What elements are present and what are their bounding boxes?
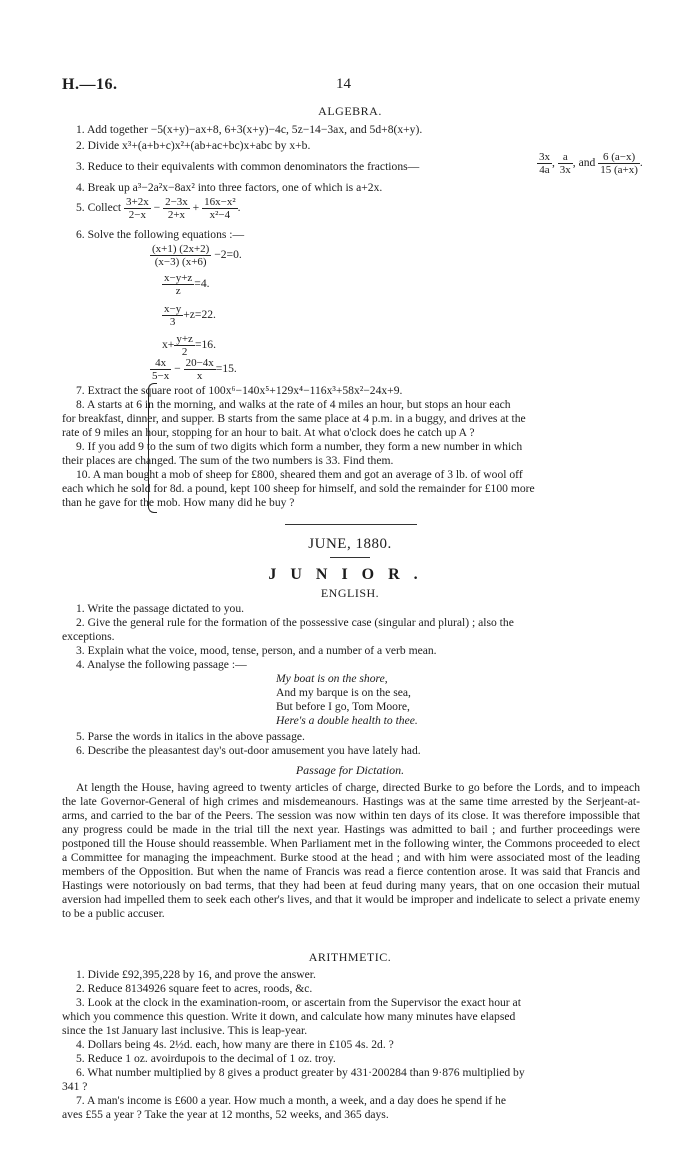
poem-line-4: Here's a double health to thee. (276, 714, 418, 727)
fraction: $\frac{\text{16x−x²}}{\text{x²−4}}$ (204, 196, 236, 221)
algebra-question-1: 1. Add together −5(x+y)−ax+8, 6+3(x+y)−4c, 5z−14−3ax, and 5d+8(x+y). (76, 123, 423, 136)
algebra-question-9-line-1: 9. If you add 9 to the sum of two digits which form a number, they form a new number in which (76, 440, 523, 453)
question-3-text: 3. Reduce to their equivalents with common denominators the fractions— (76, 160, 420, 173)
fraction: $\frac{x-y}{3}$ (164, 303, 182, 328)
algebra-question-5: 5. Collect $\frac{3+2x}{2-x}$ − $\frac{2-3x}{2+x}$ + $\frac{\text{16x−x²}}{\text{x²−4}}$ . (76, 196, 241, 221)
arithmetic-question-3-line-3: since the 1st January last inclusive. This is leap-year. (62, 1024, 308, 1037)
algebra-question-3 (76, 160, 419, 174)
poem-line-3: But before I go, Tom Moore, (276, 700, 410, 713)
equation-2c: x+ $\frac{y+z}{2}$ =16. (162, 333, 216, 358)
short-divider (330, 557, 370, 558)
arithmetic-question-5: 5. Reduce 1 oz. avoirdupois to the decimal of 1 oz. troy. (76, 1052, 336, 1065)
english-question-1: 1. Write the passage dictated to you. (76, 602, 245, 615)
algebra-question-10-line-3: than he gave for the mob. How many did he buy ? (62, 496, 295, 509)
arithmetic-question-1: 1. Divide £92,395,228 by 16, and prove the answer. (76, 968, 316, 981)
arithmetic-question-3-line-2: which you commence this question. Write it down, and calculate how many minutes have elapsed (62, 1010, 516, 1023)
english-question-4: 4. Analyse the following passage :— (76, 658, 247, 671)
fraction: $\frac{x-y+z}{z}$ (164, 272, 193, 297)
english-heading: ENGLISH. (320, 586, 380, 600)
arithmetic-question-7-line-2: aves £55 a year ? Take the year at 12 months, 52 weeks, and 365 days. (62, 1108, 389, 1121)
algebra-heading: ALGEBRA. (318, 104, 382, 118)
junior-heading: JUNIOR. (268, 566, 432, 583)
algebra-question-4: 4. Break up a³−2a²x−8ax² into three factors, one of which is a+2x. (76, 181, 383, 194)
arithmetic-question-7-line-1: 7. A man's income is £600 a year. How much a month, a week, and a day does he spend if he (76, 1094, 506, 1107)
fraction: $\frac{y+z}{2}$ (176, 333, 193, 358)
english-question-2-line-1: 2. Give the general rule for the formation of the possessive case (singular and plural) ; also the (76, 616, 514, 629)
arithmetic-question-3-line-1: 3. Look at the clock in the examination-room, or ascertain from the Supervisor the exact hour at (76, 996, 521, 1009)
equation-1: $\frac{(x+1) (2x+2)}{(x-3) (x+6)}$ −2=0. (152, 243, 242, 268)
equation-2a: $\frac{x-y+z}{z}$ =4. (164, 272, 210, 297)
fraction: $\frac{6 (a-x)}{15 (a+x)}$ (600, 151, 638, 176)
english-question-5: 5. Parse the words in italics in the above passage. (76, 730, 305, 743)
equation-3: $\frac{4x}{5-x}$ − $\frac{20-4x}{x}$ =15. (152, 357, 237, 382)
arithmetic-question-4: 4. Dollars being 4s. 2½d. each, how many are there in £105 4s. 2d. ? (76, 1038, 394, 1051)
exam-date-heading: JUNE, 1880. (308, 536, 392, 552)
page-number: 14 (336, 76, 351, 92)
document-reference: H.—16. (62, 76, 118, 93)
arithmetic-heading: ARITHMETIC. (308, 950, 392, 964)
english-question-6: 6. Describe the pleasantest day's out-door amusement you have lately had. (76, 744, 421, 757)
fraction: $\frac{2-3x}{2+x}$ (165, 196, 188, 221)
arithmetic-question-6-line-2: 341 ? (62, 1080, 88, 1093)
algebra-question-8-line-1: 8. A starts at 6 in the morning, and walks at the rate of 4 miles an hour, but stops an hour each (76, 398, 511, 411)
fraction: $\frac{3x}{4a}$ (539, 151, 550, 176)
algebra-question-2: 2. Divide x³+(a+b+c)x²+(ab+ac+bc)x+abc by x+b. (76, 139, 311, 152)
section-divider (285, 524, 417, 525)
fraction: $\frac{(x+1) (2x+2)}{(x-3) (x+6)}$ (152, 243, 210, 268)
fraction: $\frac{3+2x}{2-x}$ (126, 196, 149, 221)
dictation-passage: At length the House, having agreed to twenty articles of charge, directed Burke to go before the Lords, and to impeach the late Governor-General of high crimes and misdemeanours. Hastings was at the same time arrested by the Serjeant-at-arms, and carried to the bar of the Peers. The session was now within ten days of its close. It was therefore impossible that any progress could be made in the trial till the next year. Hastings was admitted to bail ; and further proceedings were postponed till the House should reassemble. When Parliament met in the following winter, the Commons proceeded to elect a Committee for managing the impeachment. Burke stood at the head ; and with him were associated most of the leading members of the Opposition. But when the name of Francis was read a fierce contention arose. It was said that Francis and Hastings were notoriously on bad terms, that they had been at feud during many years, that on one occasion their mutual aversion had impelled them to seek each other's lives, and that it would be improper and indelicate to select a private enemy to be a public accuser. (62, 781, 640, 920)
algebra-question-9-line-2: their places are changed. The sum of the two numbers is 33. Find them. (62, 454, 394, 467)
fraction: $\frac{a}{3x}$ (559, 151, 571, 176)
english-question-3: 3. Explain what the voice, mood, tense, person, and a number of a verb mean. (76, 644, 437, 657)
arithmetic-question-2: 2. Reduce 8134926 square feet to acres, roods, &c. (76, 982, 313, 995)
algebra-question-10-line-1: 10. A man bought a mob of sheep for £800, sheared them and got an average of 3 lb. of wool off (76, 468, 523, 481)
question-3-fractions: $\frac{3x}{4a}$ , $\frac{a}{3x}$ , and $\frac{6 (a-x)}{15 (a+x)}$ . (539, 151, 643, 176)
poem-line-1: My boat is on the shore, (276, 672, 388, 685)
algebra-question-8-line-2: for breakfast, dinner, and supper. B starts from the same place at 4 p.m. in a buggy, and drives at the (62, 412, 526, 425)
algebra-question-7: 7. Extract the square root of 100x⁶−140x⁵+129x⁴−116x³+58x²−24x+9. (76, 384, 403, 397)
fraction: $\frac{4x}{5-x}$ (152, 357, 170, 382)
algebra-question-8-line-3: rate of 9 miles an hour, stopping for an hour to bait. At what o'clock does he catch up A ? (62, 426, 475, 439)
algebra-question-10-line-2: each which he sold for 8d. a pound, kept 100 sheep for himself, and sold the remainder for £100 more (62, 482, 535, 495)
poem-line-2: And my barque is on the sea, (276, 686, 411, 699)
arithmetic-question-6-line-1: 6. What number multiplied by 8 gives a product greater by 431·200284 than 9·876 multiplied by (76, 1066, 525, 1079)
dictation-heading: Passage for Dictation. (295, 763, 405, 777)
english-question-2-line-2: exceptions. (62, 630, 115, 643)
equation-2b: $\frac{x-y}{3}$ +z=22. (164, 303, 216, 328)
algebra-question-6: 6. Solve the following equations :— (76, 228, 245, 241)
fraction: $\frac{20-4x}{x}$ (185, 357, 214, 382)
